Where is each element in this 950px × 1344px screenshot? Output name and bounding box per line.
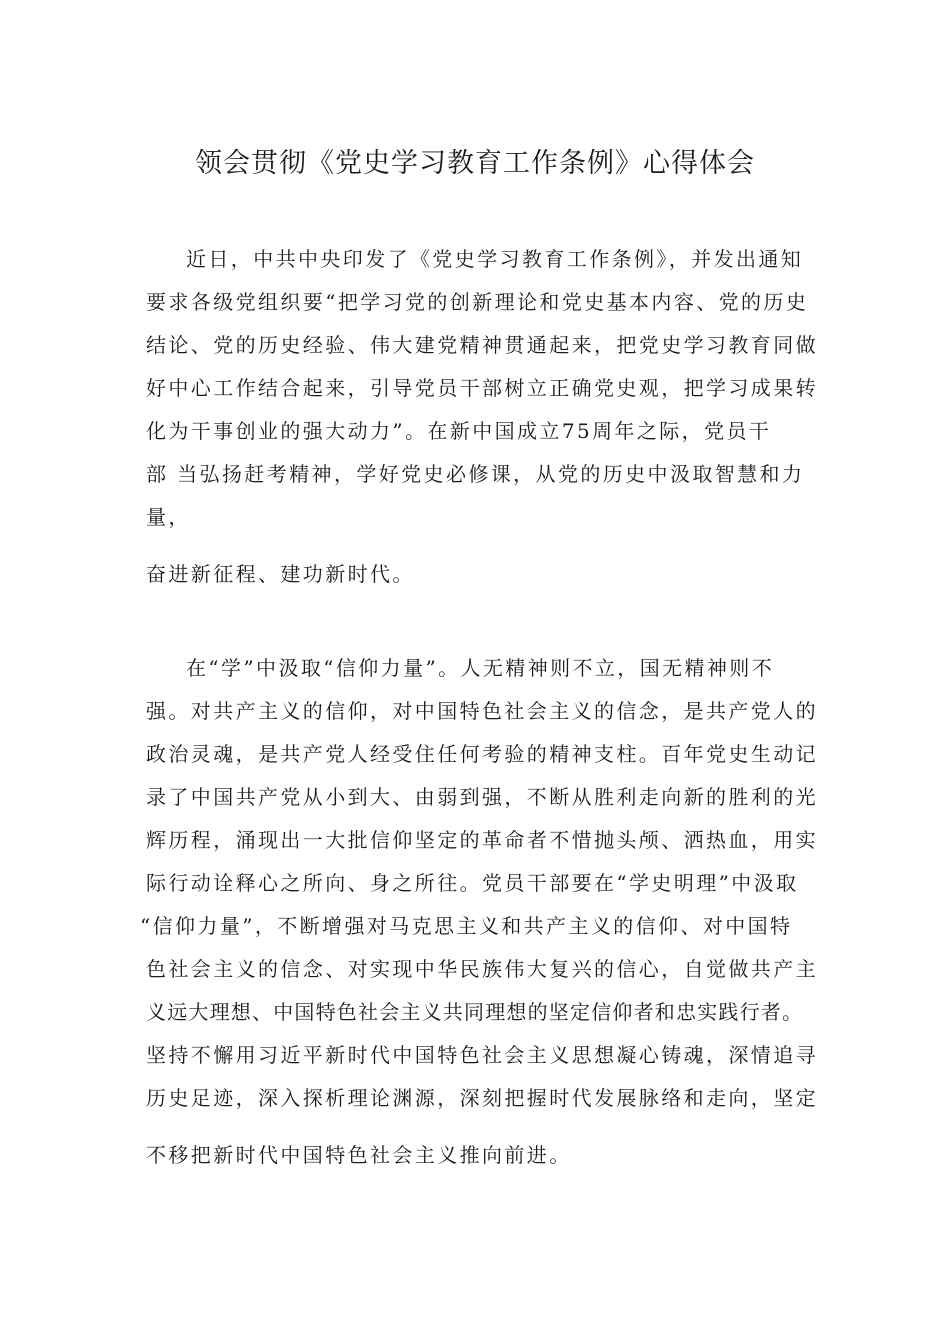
paragraph-line: 近日，中共中央印发了《党史学习教育工作条例》，并发出通知: [186, 247, 804, 271]
paragraph-line: 好中心工作结合起来，引导党员干部树立正确党史观，把学习成果转: [146, 376, 818, 400]
paragraph-line: 量，: [146, 505, 191, 529]
paragraph-line: 强。对共产主义的信仰，对中国特色社会主义的信念，是共产党人的: [146, 699, 818, 723]
paragraph-line: 不移把新时代中国特色社会主义推向前进。: [146, 1143, 572, 1167]
paragraph-line: 奋进新征程、建功新时代。: [146, 562, 415, 586]
paragraph-line: 色社会主义的信念、对实现中华民族伟大复兴的信心，自觉做共产主: [146, 957, 818, 981]
paragraph-line: 义远大理想、中国特色社会主义共同理想的坚定信仰者和忠实践行者。: [146, 1000, 804, 1024]
paragraph-line: 辉历程，涌现出一大批信仰坚定的革命者不惜抛头颅、洒热血，用实: [146, 828, 818, 852]
paragraph-line: 际行动诠释心之所向、身之所往。党员干部要在“学史明理”中汲取: [146, 871, 799, 895]
paragraph-line: 政治灵魂，是共产党人经受住任何考验的精神支柱。百年党史生动记: [146, 742, 818, 766]
paragraph-line: 要求各级党组织要“把学习党的创新理论和党史基本内容、党的历史: [146, 290, 809, 314]
paragraph-line: 在“学”中汲取“信仰力量”。人无精神则不立，国无精神则不: [186, 656, 775, 680]
paragraph-line: 化为干事创业的强大动力”。在新中国成立75周年之际，党员干: [146, 419, 772, 443]
paragraph-line: 录了中国共产党从小到大、由弱到强，不断从胜利走向新的胜利的光: [146, 785, 818, 809]
document-title: 领会贯彻《党史学习教育工作条例》心得体会: [195, 148, 755, 179]
paragraph-line: 坚持不懈用习近平新时代中国特色社会主义思想凝心铸魂，深情追寻: [146, 1043, 818, 1067]
paragraph-line: “信仰力量”，不断增强对马克思主义和共产主义的信仰、对中国特: [140, 914, 793, 938]
paragraph-line: 结论、党的历史经验、伟大建党精神贯通起来，把党史学习教育同做: [146, 333, 818, 357]
paragraph-line: 历史足迹，深入探析理论渊源，深刻把握时代发展脉络和走向，坚定: [146, 1086, 818, 1110]
paragraph-line: 部 当弘扬赶考精神，学好党史必修课，从党的历史中汲取智慧和力: [146, 462, 805, 486]
